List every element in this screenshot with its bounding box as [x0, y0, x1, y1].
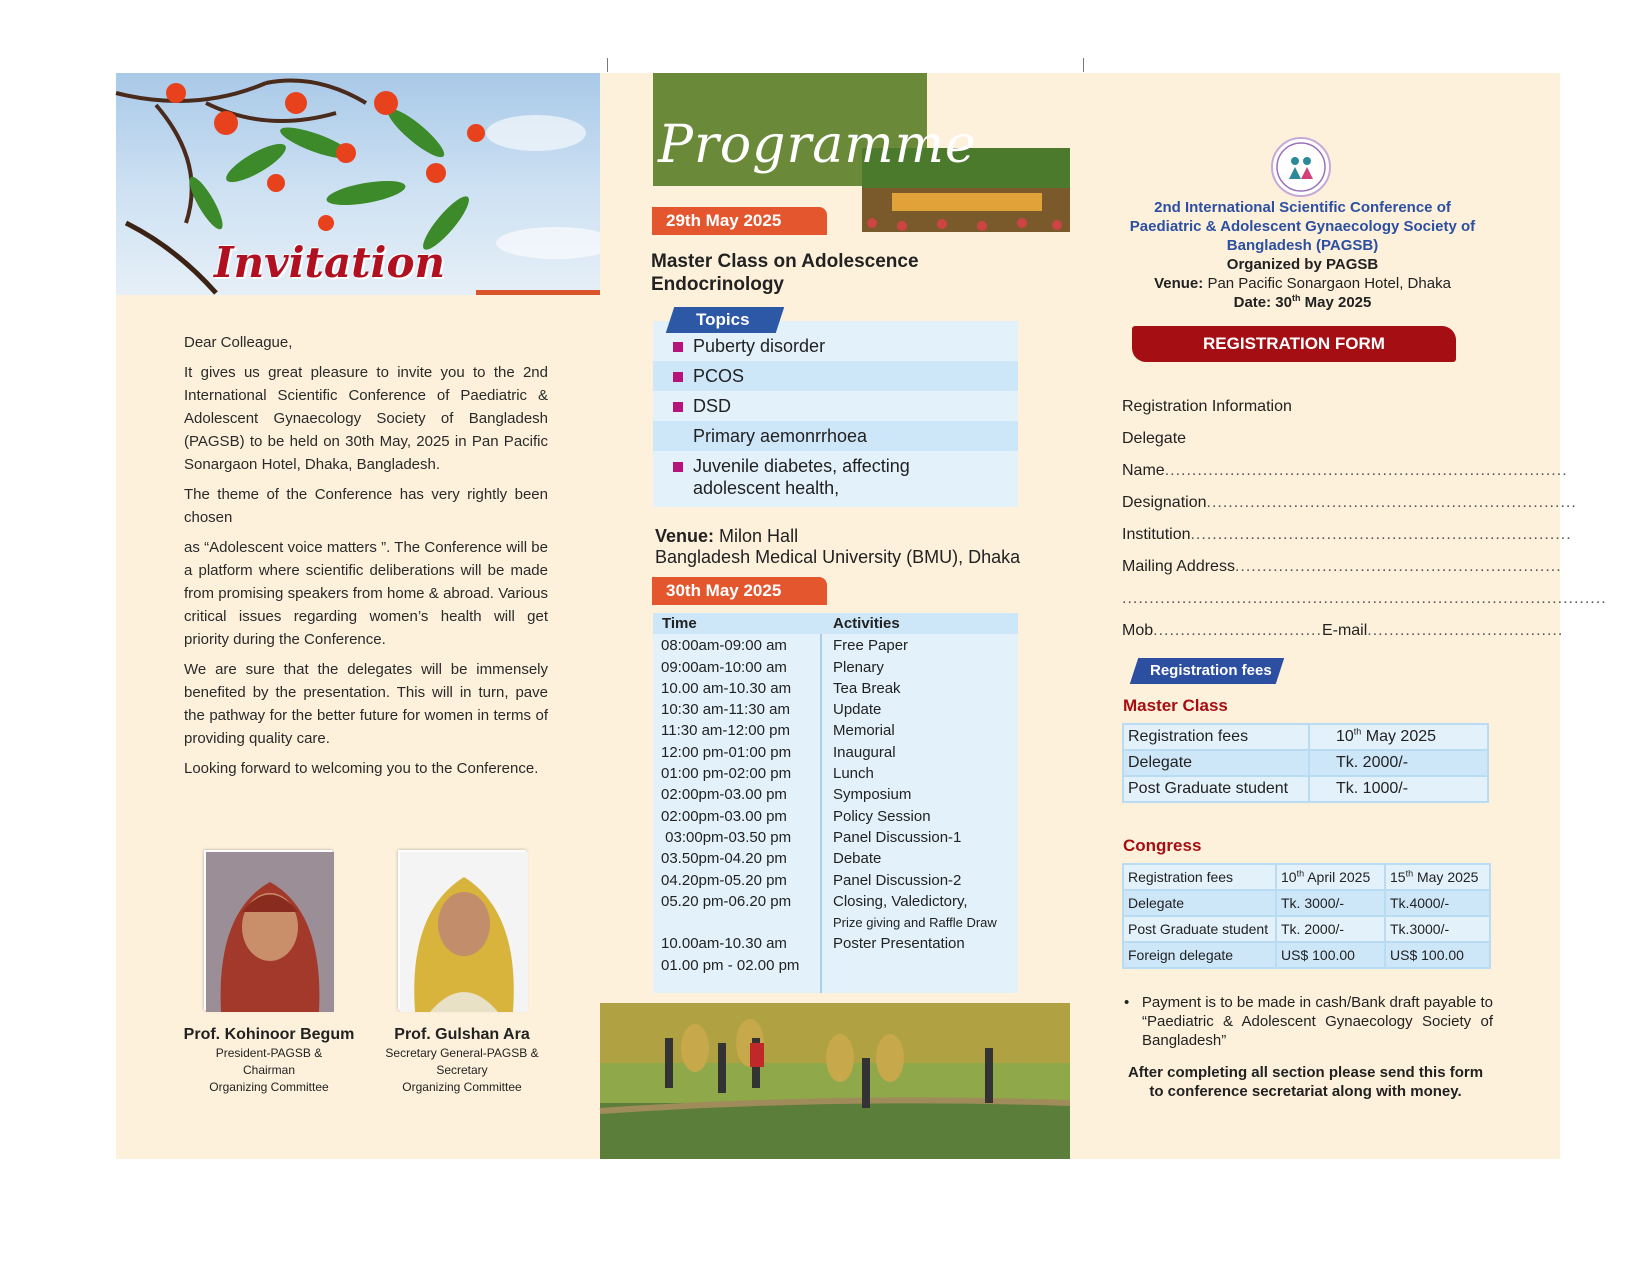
person-card-1 — [169, 1025, 369, 1096]
schedule-time: 12:00 pm-01:00 pm — [661, 743, 792, 761]
person-title-line: Secretary — [436, 1063, 488, 1077]
table-row — [653, 827, 1018, 848]
list-item: PCOS — [653, 361, 1018, 391]
congress-fees-title: Congress — [1123, 836, 1202, 855]
table-cell: 10th April 2025 — [1276, 864, 1385, 890]
master-class-title-line: Endocrinology — [651, 274, 784, 295]
portrait-kohinoor-begum — [204, 850, 332, 1010]
letter-paragraph-4: We are sure that the delegates will be immensely benefited by the presentation. This will in turn, pave the pathway for the better future for women in terms of providing quality care. — [184, 661, 548, 747]
form-label: Delegate — [1122, 430, 1187, 447]
table-row — [653, 848, 1018, 869]
designation-field[interactable]: Designation.................................................................... — [1122, 494, 1577, 511]
schedule-activity: Panel Discussion-2 — [833, 871, 962, 889]
table-cell: Tk. 2000/- — [1276, 916, 1385, 942]
schedule-activity: Poster Presentation — [833, 935, 965, 953]
portrait-gulshan-ara — [398, 850, 526, 1010]
schedule-time: 10.00 am-10.30 am — [661, 679, 792, 697]
day1-venue: Venue: Milon Hall Bangladesh Medical University (BMU), Dhaka — [655, 526, 1021, 567]
contact-fields[interactable]: Mob...............................E-mail.................................... — [1122, 622, 1564, 639]
table-row — [653, 720, 1018, 741]
table-row — [1123, 724, 1488, 750]
table-row — [1123, 942, 1490, 968]
invitation-title: Invitation — [214, 238, 446, 287]
fold-mark-right — [1083, 58, 1084, 72]
form-label: Registration Information — [1122, 398, 1292, 415]
table-cell: Tk. 3000/- — [1276, 890, 1385, 916]
organizer-info: Organized by PAGSB Venue: Pan Pacific Sonargaon Hotel, Dhaka Date: 30th May 2025 — [1154, 256, 1451, 311]
schedule-time: 03.50pm-04.20 pm — [661, 850, 787, 868]
list-item: Primary aemonrrhoea — [653, 421, 1018, 451]
programme-panel — [600, 73, 1070, 1159]
table-row — [653, 806, 1018, 827]
payment-note: • Payment is to be made in cash/Bank draft payable to “Paediatric & Adolescent Gynaecology Society of Bangladesh” — [1124, 994, 1493, 1049]
person-card-2 — [362, 1025, 562, 1096]
table-cell: Tk. 2000/- — [1309, 750, 1488, 776]
letter-paragraph-2: The theme of the Conference has very rightly been chosen — [184, 486, 548, 526]
table-cell: Delegate — [1123, 750, 1309, 776]
date-tag-day1: 29th May 2025 — [652, 207, 827, 235]
table-cell: 15th May 2025 — [1385, 864, 1490, 890]
institution-field[interactable]: Institution...................................................................... — [1122, 526, 1572, 543]
submission-instruction: After completing all section please send this form to conference secretariat along with money. — [1127, 1064, 1484, 1100]
registration-panel — [1070, 73, 1607, 1159]
schedule-time: 02:00pm-03.00 pm — [661, 807, 787, 825]
table-row — [1123, 864, 1490, 890]
conference-name — [1110, 198, 1495, 255]
letter-paragraph-5: Looking forward to welcoming you to the Conference. — [184, 760, 539, 777]
schedule-activity: Free Paper — [833, 637, 909, 655]
table-row — [653, 912, 1018, 933]
schedule-time: 04.20pm-05.20 pm — [661, 871, 787, 889]
name-field[interactable]: Name.......................................................................... — [1122, 462, 1568, 479]
conference-name-line: Bangladesh (PAGSB) — [1226, 237, 1379, 254]
bullet-square-icon — [673, 372, 683, 382]
table-row — [653, 933, 1018, 954]
schedule-activity: Tea Break — [833, 679, 901, 697]
schedule-activity: Debate — [833, 850, 882, 868]
list-item: Juvenile diabetes, affecting adolescent health, — [653, 451, 1018, 503]
person-title-line: President-PAGSB & — [215, 1046, 323, 1060]
schedule-time: 02:00pm-03.00 pm — [661, 786, 787, 804]
registration-form-fields — [1122, 391, 1607, 647]
table-cell: Tk.4000/- — [1385, 890, 1490, 916]
person-name: Prof. Gulshan Ara — [394, 1026, 530, 1043]
schedule-time: 01.00 pm - 02.00 pm — [661, 956, 800, 974]
programme-title: Programme — [658, 115, 977, 175]
table-row — [1123, 890, 1490, 916]
fold-mark-left — [607, 58, 608, 72]
schedule-activity: Inaugural — [833, 743, 896, 761]
schedule-time: 03:00pm-03.50 pm — [661, 828, 792, 846]
letter-paragraph-1: It gives us great pleasure to invite you to the 2nd International Scientific Conference of Paediatric & Adolescent Gynaecology Society of Bangladesh (PAGSB) to be held on 30th May, 2025 in Pan Pacific Sonargaon Hotel, Dhaka, Bangladesh. — [184, 364, 548, 473]
table-row — [653, 955, 1018, 976]
schedule-activity: Memorial — [833, 722, 895, 740]
person-title-line: Secretary General-PAGSB & — [385, 1046, 539, 1060]
table-row — [1123, 776, 1488, 802]
table-cell: Registration fees — [1123, 864, 1276, 890]
person-title-line: Chairman — [242, 1063, 296, 1077]
invitation-panel — [116, 73, 600, 1159]
registration-form-banner: REGISTRATION FORM — [1132, 326, 1456, 362]
person-name: Prof. Kohinoor Begum — [183, 1026, 355, 1043]
master-class-title-line: Master Class on Adolescence — [651, 251, 919, 272]
table-cell: 10th May 2025 — [1309, 724, 1488, 750]
master-class-title — [651, 250, 919, 296]
list-item: Puberty disorder — [653, 331, 1018, 361]
table-row — [653, 657, 1018, 678]
schedule-activity: Panel Discussion-1 — [833, 828, 962, 846]
table-row — [653, 699, 1018, 720]
conference-name-line: Paediatric & Adolescent Gynaecology Society of — [1129, 218, 1476, 235]
table-cell: US$ 100.00 — [1276, 942, 1385, 968]
topics-label: Topics — [666, 307, 784, 333]
schedule-table — [653, 613, 1018, 993]
schedule-activity: Update — [833, 701, 882, 719]
person-title-line: Organizing Committee — [209, 1080, 329, 1094]
table-row — [653, 891, 1018, 912]
table-header: Time Activities — [653, 613, 1018, 634]
schedule-time: 10:30 am-11:30 am — [661, 701, 790, 719]
flower-banner-image — [116, 73, 600, 295]
registration-fees-label: Registration fees — [1130, 658, 1284, 684]
schedule-time: 05.20 pm-06.20 pm — [661, 892, 792, 910]
table-row — [653, 742, 1018, 763]
table-row — [653, 678, 1018, 699]
schedule-time: 08:00am-09:00 am — [661, 637, 787, 655]
table-row — [1123, 750, 1488, 776]
list-item: DSD — [653, 391, 1018, 421]
salutation: Dear Colleague, — [184, 334, 293, 351]
mailing-address-field[interactable]: Mailing Address............................................................ — [1122, 558, 1562, 575]
table-cell: Post Graduate student — [1123, 776, 1309, 802]
congress-fees-table — [1122, 863, 1491, 969]
paddy-field-image — [600, 1003, 1070, 1159]
mailing-address-field-line2[interactable]: ......................................................................................... — [1122, 590, 1607, 607]
table-cell: Post Graduate student — [1123, 916, 1276, 942]
table-cell: Foreign delegate — [1123, 942, 1276, 968]
date-tag-day2: 30th May 2025 — [652, 577, 827, 605]
schedule-activity: Policy Session — [833, 807, 931, 825]
title-underline — [476, 290, 600, 295]
schedule-time: 01:00 pm-02:00 pm — [661, 765, 792, 783]
bullet-square-icon — [673, 342, 683, 352]
pagsb-logo — [1271, 137, 1331, 197]
table-row — [653, 635, 1018, 656]
table-cell: Registration fees — [1123, 724, 1309, 750]
person-title-line: Organizing Committee — [402, 1080, 522, 1094]
table-row — [653, 870, 1018, 891]
schedule-time: 11:30 am-12:00 pm — [661, 722, 790, 740]
schedule-activity: Prize giving and Raffle Draw — [833, 915, 997, 931]
table-cell: Tk. 1000/- — [1309, 776, 1488, 802]
bullet-square-icon — [673, 402, 683, 412]
master-class-fees-table — [1122, 723, 1489, 803]
bullet-square-icon — [673, 462, 683, 472]
letter-paragraph-3: as “Adolescent voice matters ”. The Conference will be a platform where scientific deliberations will be made from promising speakers from home & abroad. Various critical issues regarding women’s health will get priority during the Conference. — [184, 539, 548, 648]
topics-list — [653, 321, 1018, 507]
schedule-activity: Lunch — [833, 765, 874, 783]
table-cell: US$ 100.00 — [1385, 942, 1490, 968]
schedule-time: 10.00am-10.30 am — [661, 935, 787, 953]
schedule-activity: Symposium — [833, 786, 912, 804]
table-cell: Delegate — [1123, 890, 1276, 916]
schedule-activity: Plenary — [833, 658, 884, 676]
table-row — [653, 784, 1018, 805]
master-class-fees-title: Master Class — [1123, 696, 1228, 715]
schedule-time: 09:00am-10:00 am — [661, 658, 787, 676]
table-row — [653, 763, 1018, 784]
table-row — [1123, 916, 1490, 942]
conference-name-line: 2nd International Scientific Conference of — [1154, 199, 1451, 216]
table-cell: Tk.3000/- — [1385, 916, 1490, 942]
schedule-activity: Closing, Valedictory, — [833, 892, 968, 910]
invitation-letter — [184, 331, 548, 787]
